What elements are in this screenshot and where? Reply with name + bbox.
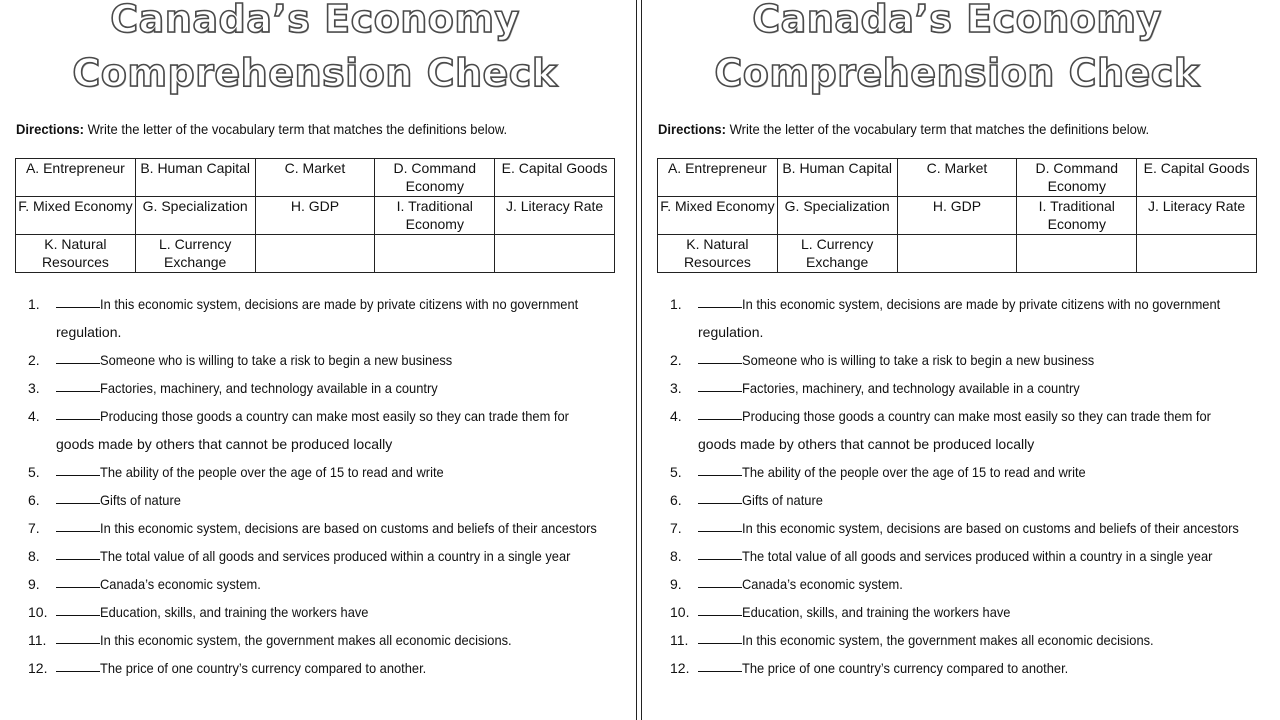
answer-blank[interactable] [56,486,100,504]
answer-blank[interactable] [56,598,100,616]
question-number: 5. [670,464,682,480]
question-text: Someone who is willing to take a risk to begin a new business [100,352,453,368]
question-text: Gifts of nature [742,492,823,508]
vocabulary-term: L. Currency Exchange [135,235,255,273]
question-item [28,598,628,626]
vocabulary-term: G. Specialization [135,197,255,235]
question-item [28,402,628,458]
question-item [28,542,628,570]
question-number: 7. [28,520,40,536]
question-item [670,402,1270,458]
question-number: 2. [28,352,40,368]
question-number: 1. [28,296,40,312]
answer-blank[interactable] [698,290,742,308]
answer-blank[interactable] [56,290,100,308]
question-text: Canada’s economic system. [100,576,261,592]
vocabulary-term: L. Currency Exchange [777,235,897,273]
question-text: In this economic system, the government makes all economic decisions. [100,632,512,648]
answer-blank[interactable] [56,514,100,532]
answer-blank[interactable] [698,654,742,672]
answer-blank[interactable] [698,374,742,392]
question-number: 10. [670,604,690,620]
answer-blank[interactable] [698,542,742,560]
vocabulary-row [16,197,615,235]
question-item [28,626,628,654]
directions-text: Write the letter of the vocabulary term that matches the definitions below. [726,121,1150,137]
vocabulary-term [1017,235,1137,273]
question-item [28,654,628,682]
question-text: The price of one country’s currency compared to another. [742,660,1069,676]
vocabulary-table [657,158,1257,273]
question-number: 6. [670,492,682,508]
answer-blank[interactable] [56,374,100,392]
question-item [28,570,628,598]
question-item [28,514,628,542]
answer-blank[interactable] [698,570,742,588]
answer-blank[interactable] [698,346,742,364]
title-line-2: Comprehension Check [714,51,1200,95]
question-text: The price of one country’s currency compared to another. [100,660,427,676]
vocabulary-term: E. Capital Goods [495,159,615,197]
question-item [670,542,1270,570]
vocabulary-term: A. Entrepreneur [658,159,778,197]
question-text: Factories, machinery, and technology available in a country [100,380,438,396]
question-text: In this economic system, decisions are made by private citizens with no government [742,296,1221,312]
vocabulary-row [658,235,1257,273]
vocabulary-term: I. Traditional Economy [1017,197,1137,235]
vocabulary-term: C. Market [255,159,375,197]
question-text-continued: regulation. [698,324,764,340]
question-item [670,290,1270,346]
question-number: 12. [28,660,48,676]
title-line-1: Canada’s Economy [752,0,1162,41]
question-text: Factories, machinery, and technology available in a country [742,380,1080,396]
question-text: Someone who is willing to take a risk to begin a new business [742,352,1095,368]
question-text: Education, skills, and training the workers have [742,604,1011,620]
question-number: 4. [28,408,40,424]
answer-blank[interactable] [56,402,100,420]
vocabulary-term: G. Specialization [777,197,897,235]
question-number: 12. [670,660,690,676]
vocabulary-term [495,235,615,273]
question-number: 2. [670,352,682,368]
answer-blank[interactable] [698,626,742,644]
answer-blank[interactable] [56,654,100,672]
vocabulary-term: F. Mixed Economy [658,197,778,235]
vocabulary-table [15,158,615,273]
question-item [28,346,628,374]
vocabulary-term: J. Literacy Rate [1137,197,1257,235]
question-text: In this economic system, the government makes all economic decisions. [742,632,1154,648]
question-item [670,486,1270,514]
question-number: 3. [670,380,682,396]
directions-label: Directions: [16,121,85,137]
vocabulary-row [658,159,1257,197]
question-text: Canada’s economic system. [742,576,903,592]
question-number: 7. [670,520,682,536]
answer-blank[interactable] [698,402,742,420]
question-text: Producing those goods a country can make most easily so they can trade them for [742,408,1211,424]
question-text: Producing those goods a country can make most easily so they can trade them for [100,408,569,424]
directions-text: Write the letter of the vocabulary term that matches the definitions below. [84,121,508,137]
question-text-continued: regulation. [56,324,122,340]
question-item [670,374,1270,402]
vocabulary-term: K. Natural Resources [658,235,778,273]
question-list [670,290,1270,682]
question-number: 8. [670,548,682,564]
directions [16,121,507,137]
vocabulary-term: A. Entrepreneur [16,159,136,197]
answer-blank[interactable] [56,542,100,560]
vocabulary-term: H. GDP [255,197,375,235]
question-text: In this economic system, decisions are made by private citizens with no government [100,296,579,312]
answer-blank[interactable] [698,598,742,616]
question-number: 1. [670,296,682,312]
question-text: The ability of the people over the age of 15 to read and write [100,464,444,480]
question-item [670,346,1270,374]
question-number: 5. [28,464,40,480]
vocabulary-term: B. Human Capital [777,159,897,197]
vocabulary-row [16,235,615,273]
question-number: 6. [28,492,40,508]
vocabulary-term: D. Command Economy [375,159,495,197]
vocabulary-term: F. Mixed Economy [16,197,136,235]
vocabulary-term: D. Command Economy [1017,159,1137,197]
worksheet-right [642,0,1278,720]
answer-blank[interactable] [56,626,100,644]
question-text: Education, skills, and training the workers have [100,604,369,620]
question-item [670,570,1270,598]
vocabulary-term: I. Traditional Economy [375,197,495,235]
vocabulary-row [658,197,1257,235]
directions-label: Directions: [658,121,727,137]
title-line-1: Canada’s Economy [110,0,520,41]
question-number: 9. [670,576,682,592]
vocabulary-term [375,235,495,273]
directions [658,121,1149,137]
vocabulary-term: J. Literacy Rate [495,197,615,235]
vocabulary-term [1137,235,1257,273]
answer-blank[interactable] [56,458,100,476]
title-line-2: Comprehension Check [72,51,558,95]
vocabulary-row [16,159,615,197]
question-number: 11. [670,632,689,648]
answer-blank[interactable] [698,458,742,476]
vocabulary-term: K. Natural Resources [16,235,136,273]
question-item [28,290,628,346]
vocabulary-term: E. Capital Goods [1137,159,1257,197]
vocabulary-term [255,235,375,273]
vocabulary-term [897,235,1017,273]
question-number: 8. [28,548,40,564]
question-number: 11. [28,632,47,648]
question-number: 9. [28,576,40,592]
worksheet-left [0,0,636,720]
answer-blank[interactable] [56,570,100,588]
question-item [28,458,628,486]
question-text: The total value of all goods and services produced within a country in a single year [100,548,571,564]
question-number: 3. [28,380,40,396]
vocabulary-term: B. Human Capital [135,159,255,197]
question-text-continued: goods made by others that cannot be produced locally [698,436,1035,452]
question-number: 10. [28,604,48,620]
question-item [670,598,1270,626]
question-text: The total value of all goods and services produced within a country in a single year [742,548,1213,564]
question-list [28,290,628,682]
question-item [670,458,1270,486]
answer-blank[interactable] [698,514,742,532]
answer-blank[interactable] [56,346,100,364]
answer-blank[interactable] [698,486,742,504]
question-text: Gifts of nature [100,492,181,508]
vocabulary-term: H. GDP [897,197,1017,235]
question-number: 4. [670,408,682,424]
vocabulary-term: C. Market [897,159,1017,197]
question-text: In this economic system, decisions are based on customs and beliefs of their ancestors [100,520,597,536]
question-text: The ability of the people over the age of 15 to read and write [742,464,1086,480]
question-item [670,626,1270,654]
question-text-continued: goods made by others that cannot be produced locally [56,436,393,452]
question-item [28,486,628,514]
question-text: In this economic system, decisions are based on customs and beliefs of their ancestors [742,520,1239,536]
question-item [670,514,1270,542]
question-item [670,654,1270,682]
question-item [28,374,628,402]
